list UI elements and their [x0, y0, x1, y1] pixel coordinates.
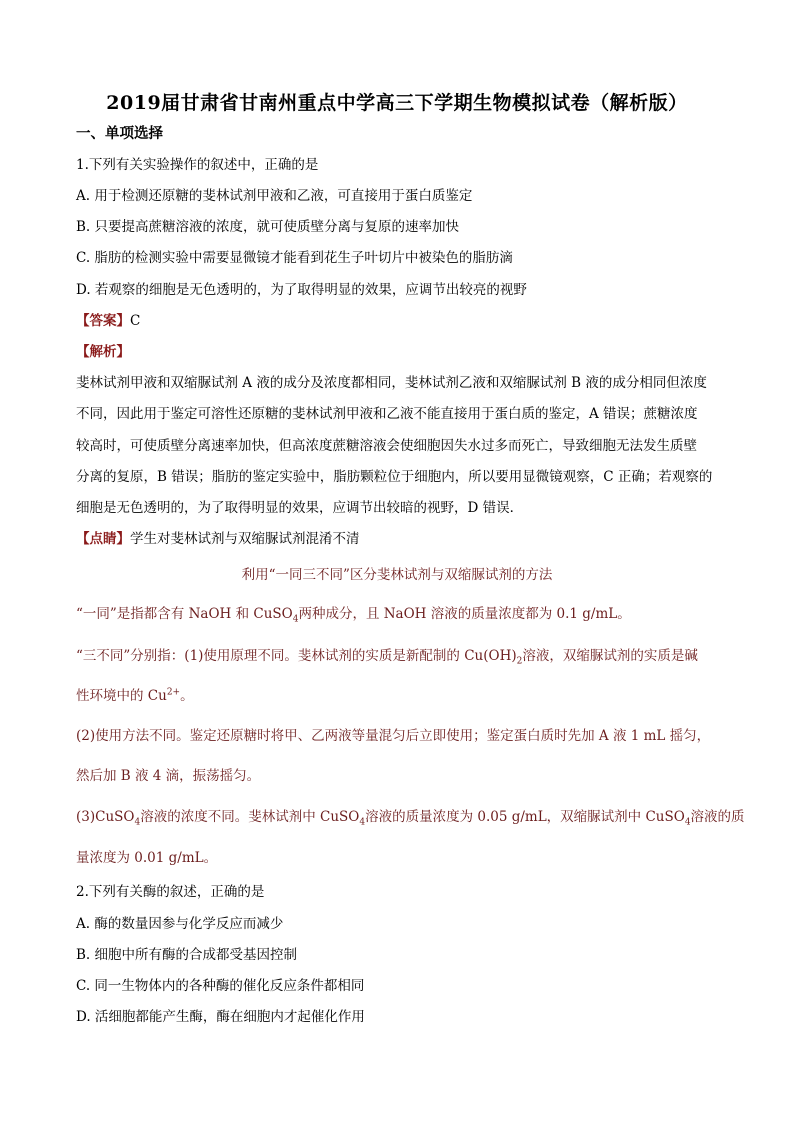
- method-title: 利用“一同三不同”区分斐林试剂与双缩脲试剂的方法: [241, 567, 553, 583]
- difference-1-text-2: 溶液，双缩脲试剂的实质是碱: [522, 648, 698, 664]
- difference-3-line-1: [76, 808, 745, 826]
- question-2-option-b: B. 细胞中所有酶的合成都受基因控制: [76, 947, 298, 963]
- difference-3-text-3: 溶液的质量浓度为 0.05 g/mL，双缩脲试剂中 CuSO: [365, 809, 685, 825]
- difference-3-text-4: 溶液的质: [690, 809, 745, 825]
- question-2-stem: 2.下列有关酶的叙述，正确的是: [76, 884, 265, 900]
- answer-tag: 【答案】: [76, 313, 130, 329]
- comment-tag: 【点睛】: [76, 531, 130, 547]
- question-1-option-b: B. 只要提高蔗糖溶液的浓度，就可使质壁分离与复原的速率加快: [76, 219, 460, 235]
- page-title: 2019届甘肃省甘南州重点中学高三下学期生物模拟试卷（解析版）: [106, 92, 688, 114]
- same-point-subscript: 4: [292, 614, 299, 625]
- difference-1-text-4: 。: [180, 688, 194, 704]
- analysis-tag: 【解析】: [76, 344, 130, 360]
- question-1-option-d: D. 若观察的细胞是无色透明的，为了取得明显的效果，应调节出较亮的视野: [76, 282, 527, 298]
- analysis-line-2: 不同，因此用于鉴定可溶性还原糖的斐林试剂甲液和乙液不能直接用于蛋白质的鉴定，A 错误；蔗糖浓度: [76, 406, 698, 422]
- answer-value: C: [130, 313, 141, 329]
- difference-3-subscript-2: 4: [359, 817, 366, 828]
- question-1-option-a: A. 用于检测还原糖的斐林试剂甲液和乙液，可直接用于蛋白质鉴定: [76, 188, 473, 204]
- difference-1-subscript: 2: [516, 656, 523, 667]
- difference-2-line-2: 然后加 B 液 4 滴，振荡摇匀。: [76, 768, 261, 784]
- question-2-option-a: A. 酶的数量因参与化学反应而减少: [76, 916, 284, 932]
- answer-row: [76, 312, 140, 330]
- same-point-line: [76, 605, 631, 623]
- same-point-text-2: 两种成分，且 NaOH 溶液的质量浓度都为 0.1 g/mL。: [298, 606, 631, 622]
- difference-3-text-1: (3)CuSO: [76, 809, 135, 825]
- analysis-line-4: 分离的复原，B 错误；脂肪的鉴定实验中，脂肪颗粒位于细胞内，所以要用显微镜观察，C 正确；若观察的: [76, 469, 713, 485]
- analysis-line-1: 斐林试剂甲液和双缩脲试剂 A 液的成分及浓度都相同，斐林试剂乙液和双缩脲试剂 B 液的成分相同但浓度: [76, 375, 707, 391]
- difference-3-subscript-3: 4: [684, 817, 691, 828]
- analysis-line-5: 细胞是无色透明的，为了取得明显的效果，应调节出较暗的视野，D 错误．: [76, 500, 524, 516]
- difference-3-subscript-1: 4: [134, 817, 141, 828]
- difference-2-line-1: (2)使用方法不同。鉴定还原糖时将甲、乙两液等量混匀后立即使用；鉴定蛋白质时先加 A 液 1 mL 摇匀，: [76, 728, 711, 744]
- comment-text: 学生对斐林试剂与双缩脲试剂混淆不清: [130, 531, 360, 547]
- same-point-text-1: “一同”是指都含有 NaOH 和 CuSO: [76, 606, 293, 622]
- section-heading: 一、单项选择: [76, 125, 163, 142]
- difference-1-superscript: 2+: [166, 687, 181, 698]
- difference-1-text-3: 性环境中的 Cu: [76, 688, 167, 704]
- question-1-stem: 1.下列有关实验操作的叙述中，正确的是: [76, 157, 319, 173]
- question-2-option-c: C. 同一生物体内的各种酶的催化反应条件都相同: [76, 978, 365, 994]
- question-2-option-d: D. 活细胞都能产生酶，酶在细胞内才起催化作用: [76, 1009, 365, 1025]
- question-1-option-c: C. 脂肪的检测实验中需要显微镜才能看到花生子叶切片中被染色的脂肪滴: [76, 250, 513, 266]
- difference-3-line-2: 量浓度为 0.01 g/mL。: [76, 850, 218, 866]
- difference-1-line-2: [76, 687, 194, 705]
- comment-row: [76, 530, 360, 548]
- analysis-line-3: 较高时，可使质壁分离速率加快，但高浓度蔗糖溶液会使细胞因失水过多而死亡，导致细胞无法发生质壁: [76, 438, 697, 454]
- difference-1-line-1: [76, 647, 698, 665]
- difference-3-text-2: 溶液的浓度不同。斐林试剂中 CuSO: [140, 809, 360, 825]
- difference-1-text-1: “三不同”分别指：(1)使用原理不同。斐林试剂的实质是新配制的 Cu(OH): [76, 648, 517, 664]
